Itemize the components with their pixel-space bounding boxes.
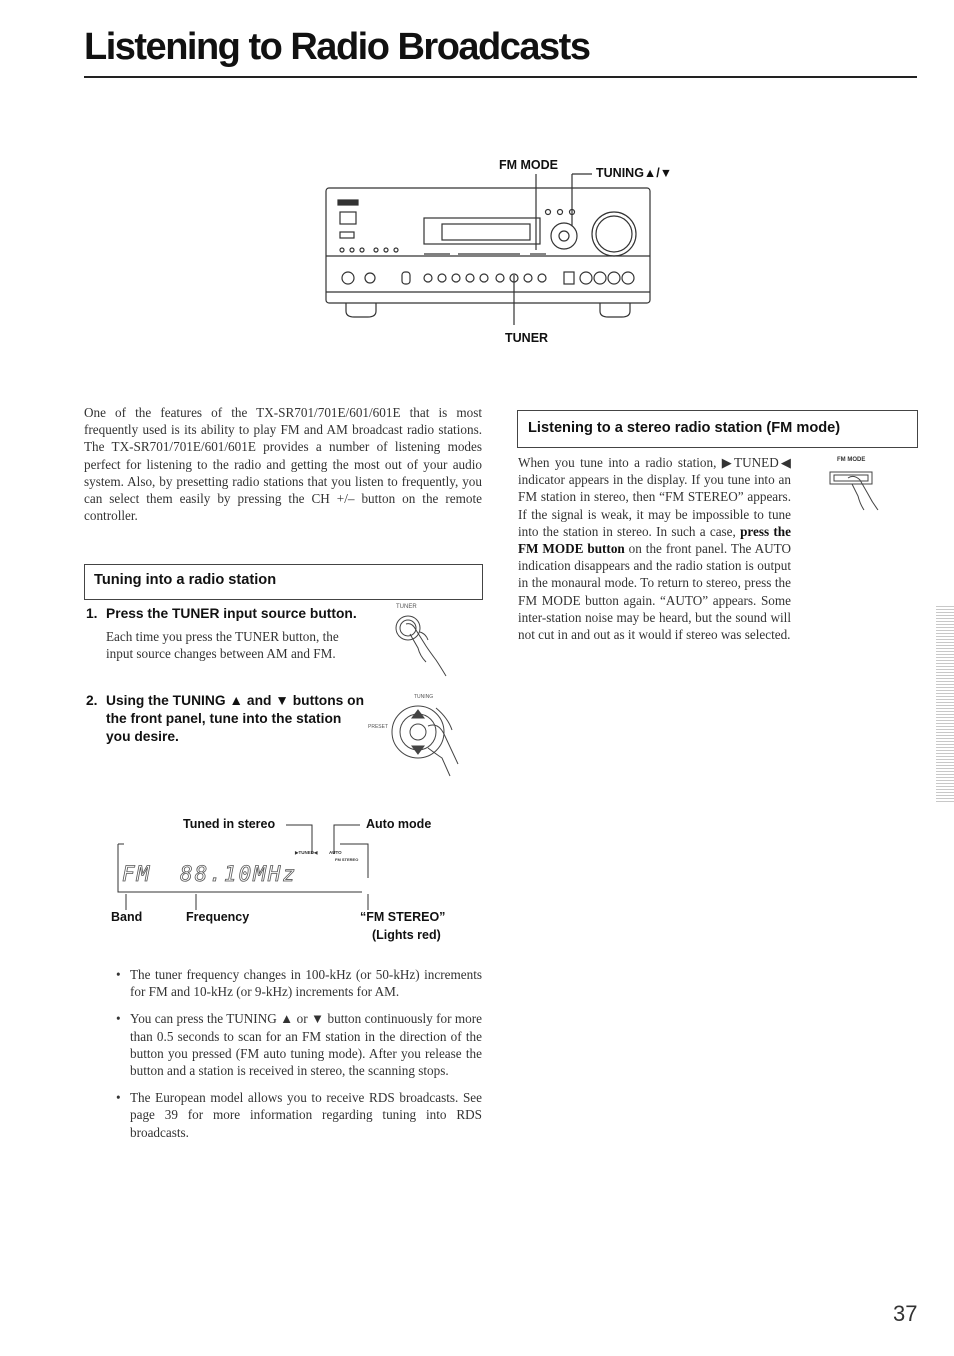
preset-icon-label: PRESET — [368, 724, 389, 730]
tuning-icon-label: TUNING — [414, 694, 434, 700]
edge-index-marks — [936, 604, 954, 802]
step-1-title: Press the TUNER input source button. — [106, 606, 357, 621]
list-item: • The tuner frequency changes in 100-kHz (or 50-kHz) increments for FM and 10-kHz (or 9-kHz) increments for AM. — [116, 966, 482, 1000]
stereo-body-emphasis: press the FM MODE button — [518, 523, 791, 557]
auto-indicator: AUTO — [329, 850, 342, 855]
frequency-label: Frequency — [186, 910, 250, 924]
stereo-body-text: When you tune into a radio station, ▶TUNED◀ indicator appears in the display. If you tune into an FM station in stereo, then “FM STEREO” appears. If the signal is weak, it may be impossible to tune into the station in stereo. In such a case, — [518, 455, 791, 539]
auto-mode-label: Auto mode — [366, 817, 432, 831]
tuning-section-heading: Tuning into a radio station — [94, 572, 277, 588]
lcd-band-readout: FM — [122, 862, 152, 886]
stereo-section-heading: Listening to a stereo radio station (FM mode) — [528, 420, 841, 436]
lcd-frequency-readout: 88.10MHz — [180, 862, 298, 886]
intro-paragraph: One of the features of the TX-SR701/701E/601/601E that is most frequently used is its ability to play FM and AM broadcast radio stations. The TX-SR701/701E/601/601E provides a number of listening modes perfect for listening to the radio and getting the most out of your audio system. Also, by presetting radio stations that you listen to frequently, you can select them easily by pressing the CH +/– button on the remote controller. — [84, 405, 482, 524]
page-title: Listening to Radio Broadcasts — [84, 26, 590, 68]
tuner-button-press-icon — [392, 610, 458, 678]
lights-red-label: (Lights red) — [372, 928, 441, 942]
tuned-in-stereo-label: Tuned in stereo — [183, 817, 276, 831]
fm-mode-callout: FM MODE — [499, 158, 559, 172]
page-number: 37 — [893, 1301, 918, 1326]
tuning-callout: TUNING▲/▼ — [596, 166, 673, 180]
tuning-section-header — [84, 564, 483, 600]
list-item: • You can press the TUNING ▲ or ▼ button continuously for more than 0.5 seconds to scan for an FM station in the direction of the button you pressed (FM auto tuning mode). After you release the button and a station is received in stereo, the scanning stops. — [116, 1010, 482, 1079]
tuner-icon-label: TUNER — [396, 604, 417, 610]
notes-list — [116, 966, 482, 1151]
receiver-front-panel-illustration — [320, 170, 660, 330]
step-2-title: Using the TUNING ▲ and ▼ buttons on the front panel, tune into the station you desire. — [106, 693, 365, 744]
tuned-indicator: ▶TUNED◀ — [295, 850, 318, 855]
step-2-number: 2. — [86, 693, 98, 708]
title-rule — [84, 76, 917, 78]
step-1-body: Each time you press the TUNER button, the input source changes between AM and FM. — [106, 629, 339, 662]
list-item: • The European model allows you to receive RDS broadcasts. See page 39 for more information regarding tuning into RDS broadcasts. — [116, 1089, 482, 1141]
stereo-section-header — [517, 410, 918, 448]
stereo-body-text-cont: on the front panel. The AUTO indication disappears and the radio station is output in the monaural mode. To return to stereo, press the FM MODE button again. “AUTO” appears. Some inter-station noise may be heard, but the sound will not cut in and out as it would if stereo was selected. — [518, 541, 791, 643]
band-label: Band — [111, 910, 143, 924]
fm-mode-icon-label: FM MODE — [837, 457, 866, 463]
tuning-pad-press-icon — [384, 698, 464, 784]
fm-mode-button-press-icon — [828, 466, 884, 526]
fm-stereo-indicator: FM STEREO — [335, 857, 359, 862]
tuner-callout: TUNER — [505, 331, 549, 345]
step-1-number: 1. — [86, 606, 98, 621]
fm-stereo-label: “FM STEREO” — [360, 910, 446, 924]
stereo-section-body — [518, 454, 791, 643]
